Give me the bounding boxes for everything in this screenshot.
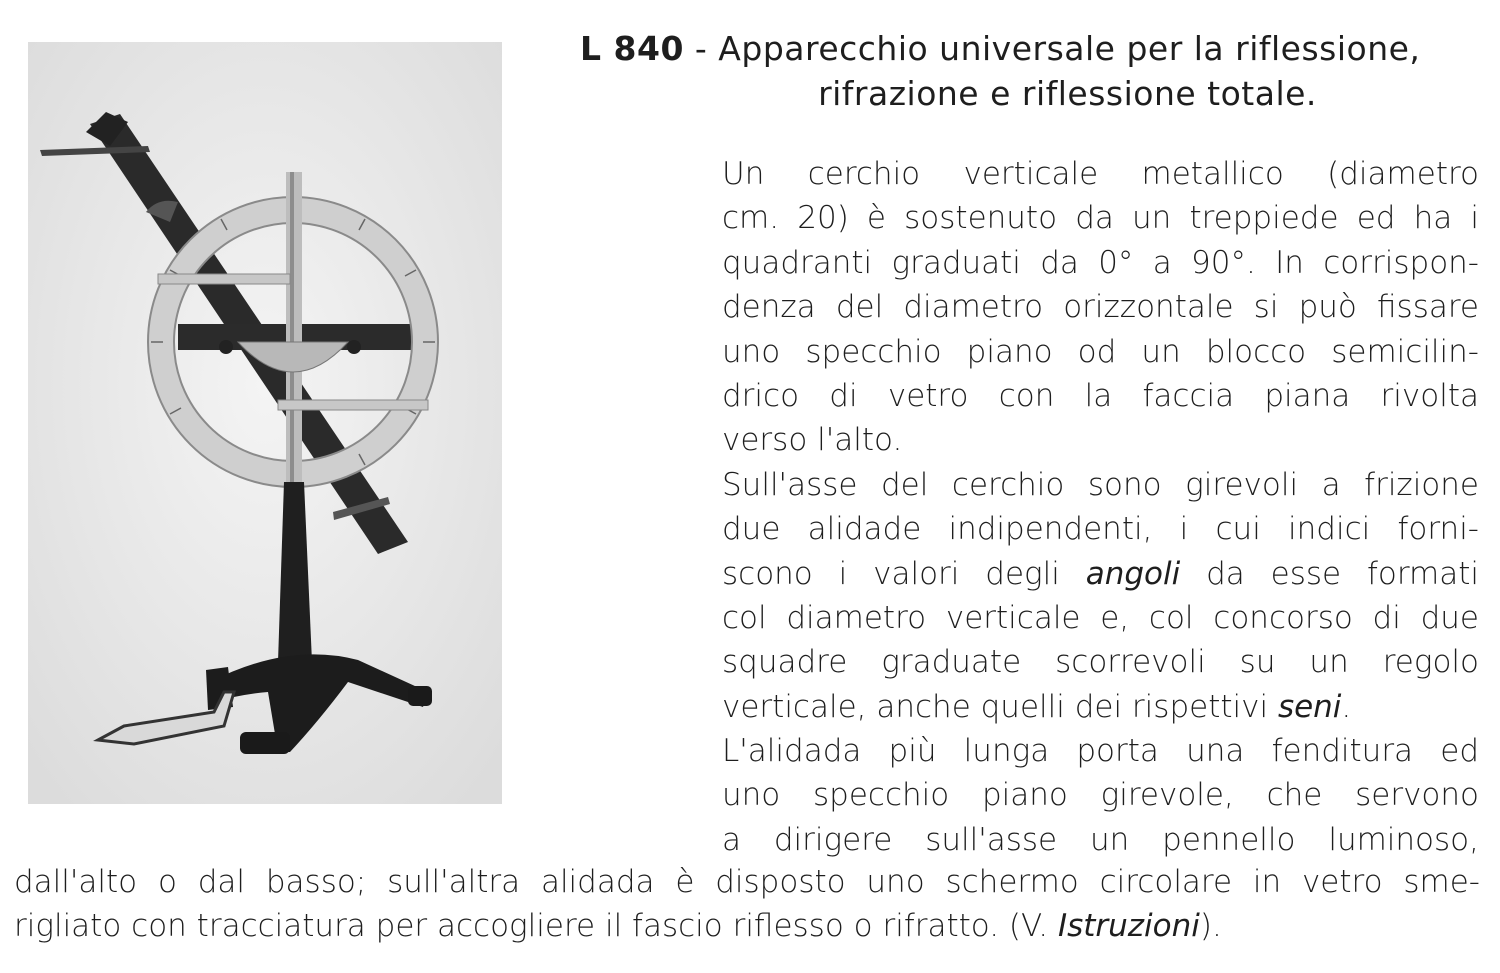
text-line: a dirigere sull'asse un pennello luminoso, [722, 821, 1479, 858]
text-line: uno specchio piano girevole, che servono [722, 777, 1479, 814]
text-line [722, 685, 1479, 729]
description-full-width [14, 860, 1480, 949]
text-fragment: da esse formati [1180, 555, 1479, 592]
text-line: verso l'alto. [722, 422, 903, 459]
text-fragment: scono i valori degli [722, 555, 1086, 592]
heading-title-line-1: Apparecchio universale per la riflessione, [718, 29, 1421, 68]
text-line: drico di vetro con la faccia piana rivolta [722, 377, 1479, 414]
text-line: Un cerchio verticale metallico (diametro [722, 156, 1479, 192]
catalog-code: L 840 [580, 29, 684, 68]
heading-separator: - [683, 29, 719, 68]
text-line: dall'alto o dal basso; sull'altra alidada è disposto uno schermo circolare in vetro sme- [14, 864, 1480, 900]
description-column [722, 152, 1479, 862]
text-line: col diametro verticale e, col concorso di due [722, 599, 1479, 636]
apparatus-photo [28, 42, 502, 804]
text-line: denza del diametro orizzontale si può fissare [722, 289, 1479, 326]
text-line [722, 552, 1479, 596]
heading-line-1 [580, 26, 1485, 71]
text-fragment: rigliato con tracciatura per accogliere il fascio riflesso o rifratto. (V. [14, 908, 1058, 945]
text-fragment: verticale, anche quelli dei rispettivi [722, 688, 1278, 725]
text-line: cm. 20) è sostenuto da un treppiede ed ha i [722, 200, 1479, 237]
text-line: quadranti graduati da 0° a 90°. In corrispon- [722, 244, 1479, 281]
apparatus-illustration-icon [28, 42, 502, 804]
text-line: uno specchio piano od un blocco semicilin- [722, 333, 1479, 370]
text-fragment: ). [1199, 908, 1222, 945]
document-heading [580, 26, 1485, 116]
heading-title-line-2: rifrazione e riflessione totale. [818, 74, 1317, 113]
italic-term-istruzioni: Istruzioni [1057, 908, 1200, 945]
text-line: squadre graduate scorrevoli su un regolo [722, 644, 1479, 681]
text-fragment: . [1341, 688, 1352, 725]
italic-term-seni: seni [1277, 688, 1342, 725]
italic-term-angoli: angoli [1085, 555, 1181, 592]
text-line [14, 904, 1480, 948]
text-line: Sull'asse del cerchio sono girevoli a frizione [722, 466, 1479, 503]
text-line: due alidade indipendenti, i cui indici forni- [722, 511, 1479, 548]
text-line: L'alidada più lunga porta una fenditura ed [722, 733, 1479, 770]
